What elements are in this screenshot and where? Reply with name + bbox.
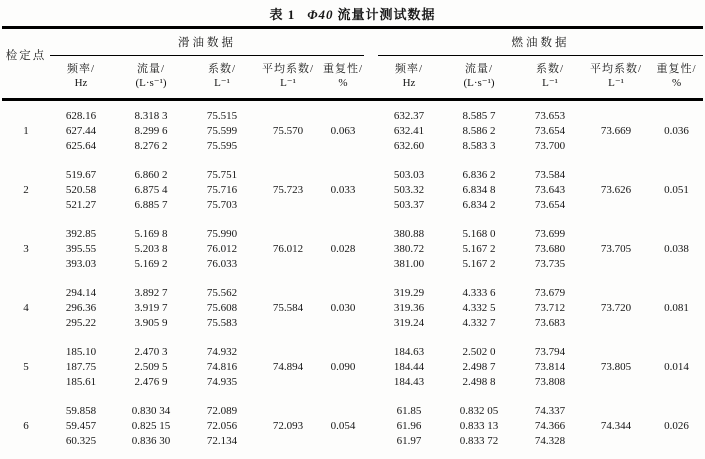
data-row-point3-line1 [2, 213, 703, 242]
verification-point-value: 4 [23, 302, 29, 314]
lube-average-coefficient-value [254, 139, 322, 154]
data-row-point1-line3 [2, 139, 703, 154]
fuel-frequency-value: 319.24 [393, 317, 425, 329]
fuel-average-coefficient-value [582, 316, 650, 331]
lube-coefficient-value: 75.608 [206, 302, 238, 314]
verification-point-value [2, 139, 50, 154]
fuel-flow-header: 流量/ [465, 63, 494, 75]
flow-meter-test-data-table [2, 26, 703, 459]
lube-repeatability-value: 0.090 [330, 361, 356, 373]
column-gap [364, 331, 378, 360]
fuel-repeatability-value [650, 139, 703, 154]
fuel-frequency-value: 503.03 [393, 169, 425, 181]
lube-average-coefficient-value: 75.584 [272, 302, 304, 314]
lube-flow-header: 流量/ [136, 63, 166, 75]
lube-frequency-value: 520.58 [65, 184, 97, 196]
fuel-coefficient-value: 73.654 [534, 125, 566, 137]
lube-flow-value: 8.318 3 [134, 110, 168, 122]
data-row-point3-line3 [2, 257, 703, 272]
column-gap [364, 390, 378, 419]
fuel-average-coefficient-value: 73.805 [600, 361, 632, 373]
fuel-average-coefficient-value [582, 331, 650, 360]
fuel-average-coefficient-unit: L⁻¹ [582, 76, 650, 100]
lube-coefficient-value: 75.990 [206, 228, 238, 240]
lube-average-coefficient-value [254, 272, 322, 301]
column-gap [364, 242, 378, 257]
fuel-frequency-value: 61.97 [396, 435, 422, 447]
lube-frequency-value: 627.44 [65, 125, 97, 137]
fuel-coefficient-value: 73.679 [534, 287, 566, 299]
lube-average-coefficient-value [254, 331, 322, 360]
fuel-coefficient-value: 73.584 [534, 169, 566, 181]
fuel-coefficient-value: 73.808 [534, 376, 566, 388]
lube-frequency-value: 59.858 [65, 405, 97, 417]
lube-coefficient-value: 75.599 [206, 125, 238, 137]
column-gap [364, 124, 378, 139]
lube-frequency-value: 393.03 [65, 258, 97, 270]
column-gap [364, 434, 378, 459]
lube-repeatability-value [322, 434, 364, 459]
lube-coefficient-value: 74.816 [206, 361, 238, 373]
fuel-average-coefficient-value [582, 154, 650, 183]
fuel-average-coefficient-value [582, 213, 650, 242]
fuel-coefficient-header: 系数/ [536, 63, 565, 75]
column-gap [364, 139, 378, 154]
fuel-coefficient-value: 73.794 [534, 346, 566, 358]
verification-point-value [2, 154, 50, 183]
lube-frequency-value: 395.55 [65, 243, 97, 255]
fuel-coefficient-value: 73.683 [534, 317, 566, 329]
lube-flow-value: 3.919 7 [134, 302, 168, 314]
fuel-frequency-value: 632.41 [393, 125, 425, 137]
fuel-repeatability-value: 0.051 [664, 184, 689, 196]
group-header-row [2, 28, 703, 56]
fuel-flow-value: 8.583 3 [462, 140, 496, 152]
fuel-coefficient-value: 74.328 [534, 435, 566, 447]
fuel-flow-value: 5.167 2 [462, 243, 496, 255]
column-gap [364, 360, 378, 375]
lube-repeatability-value: 0.028 [330, 243, 356, 255]
column-gap [364, 28, 378, 100]
lube-average-coefficient-value: 76.012 [272, 243, 304, 255]
lube-repeatability-value [322, 257, 364, 272]
verification-point-value [2, 375, 50, 390]
fuel-repeatability-value [650, 100, 703, 125]
lube-repeatability-value: 0.063 [330, 125, 356, 137]
lube-flow-value: 8.276 2 [134, 140, 168, 152]
lube-repeatability-value [322, 331, 364, 360]
lube-frequency-value: 296.36 [65, 302, 97, 314]
fuel-average-coefficient-value [582, 100, 650, 125]
lube-flow-value: 2.470 3 [134, 346, 168, 358]
lube-average-coefficient-unit: L⁻¹ [254, 76, 322, 100]
lube-flow-value: 6.875 4 [134, 184, 168, 196]
lube-frequency-unit: Hz [50, 76, 112, 100]
lube-flow-value: 2.476 9 [134, 376, 168, 388]
lube-average-coefficient-value [254, 257, 322, 272]
fuel-frequency-value: 503.37 [393, 199, 425, 211]
column-gap [364, 257, 378, 272]
verification-point-value [2, 257, 50, 272]
fuel-average-coefficient-value [582, 272, 650, 301]
lube-frequency-value: 392.85 [65, 228, 97, 240]
lube-flow-value: 2.509 5 [134, 361, 168, 373]
fuel-repeatability-value [650, 257, 703, 272]
verification-point-value: 3 [23, 243, 29, 255]
fuel-average-coefficient-value: 73.705 [600, 243, 632, 255]
lube-flow-value: 0.825 15 [131, 420, 171, 432]
lube-coefficient-value: 75.751 [206, 169, 238, 181]
lube-repeatability-value [322, 316, 364, 331]
lube-coefficient-value: 76.012 [206, 243, 238, 255]
lube-coefficient-header: 系数/ [207, 63, 237, 75]
fuel-average-coefficient-value: 74.344 [600, 420, 632, 432]
fuel-flow-value: 0.833 13 [459, 420, 499, 432]
lube-average-coefficient-value: 74.894 [272, 361, 304, 373]
fuel-flow-value: 0.833 72 [459, 435, 499, 447]
lube-frequency-value: 60.325 [65, 435, 97, 447]
fuel-flow-value: 0.832 05 [459, 405, 499, 417]
verification-point-value: 1 [23, 125, 29, 137]
lube-coefficient-unit: L⁻¹ [190, 76, 254, 100]
lube-coefficient-value: 75.515 [206, 110, 238, 122]
lube-flow-unit: (L·s⁻¹) [112, 76, 190, 100]
lube-repeatability-value [322, 198, 364, 213]
fuel-average-coefficient-value: 73.669 [600, 125, 632, 137]
lube-repeatability-value [322, 213, 364, 242]
fuel-frequency-value: 503.32 [393, 184, 425, 196]
verification-point-value: 5 [23, 361, 29, 373]
fuel-average-coefficient-value: 73.626 [600, 184, 632, 196]
fuel-coefficient-value: 73.699 [534, 228, 566, 240]
fuel-coefficient-value: 73.814 [534, 361, 566, 373]
fuel-coefficient-value: 73.735 [534, 258, 566, 270]
fuel-repeatability-value: 0.014 [664, 361, 689, 373]
lube-repeatability-unit: % [322, 76, 364, 100]
data-row-point6-line3 [2, 434, 703, 459]
table-caption [0, 0, 705, 26]
lube-repeatability-value [322, 100, 364, 125]
column-gap [364, 419, 378, 434]
lube-repeatability-value [322, 375, 364, 390]
lube-frequency-value: 628.16 [65, 110, 97, 122]
fuel-flow-value: 4.333 6 [462, 287, 496, 299]
verification-point-value: 2 [23, 184, 29, 196]
fuel-coefficient-unit: L⁻¹ [518, 76, 582, 100]
column-gap [364, 375, 378, 390]
fuel-repeatability-value [650, 331, 703, 360]
table-caption-model: Φ40 [307, 7, 334, 22]
fuel-frequency-value: 184.63 [393, 346, 425, 358]
lube-flow-value: 0.836 30 [131, 435, 171, 447]
fuel-repeatability-value [650, 213, 703, 242]
fuel-flow-value: 5.167 2 [462, 258, 496, 270]
fuel-repeatability-value: 0.026 [664, 420, 689, 432]
lube-average-coefficient-value [254, 434, 322, 459]
lube-frequency-value: 519.67 [65, 169, 97, 181]
verification-point-value [2, 213, 50, 242]
lube-flow-value: 5.169 8 [134, 228, 168, 240]
fuel-flow-value: 2.498 8 [462, 376, 496, 388]
data-row-point6-line2 [2, 419, 703, 434]
lube-frequency-value: 295.22 [65, 317, 97, 329]
lube-average-coefficient-value [254, 390, 322, 419]
lube-coefficient-value: 72.056 [206, 420, 238, 432]
fuel-coefficient-value: 74.337 [534, 405, 566, 417]
lube-repeatability-value: 0.033 [330, 184, 356, 196]
verification-point-value [2, 390, 50, 419]
lube-flow-value: 5.203 8 [134, 243, 168, 255]
data-row-point1-line2 [2, 124, 703, 139]
fuel-repeatability-unit: % [650, 76, 703, 100]
fuel-average-coefficient-value [582, 390, 650, 419]
fuel-frequency-value: 61.85 [396, 405, 422, 417]
lube-flow-value: 8.299 6 [134, 125, 168, 137]
fuel-frequency-value: 380.88 [393, 228, 425, 240]
data-row-point1-line1 [2, 100, 703, 125]
fuel-repeatability-value: 0.081 [664, 302, 689, 314]
column-unit-row [2, 76, 703, 100]
lube-coefficient-value: 72.089 [206, 405, 238, 417]
fuel-repeatability-value [650, 154, 703, 183]
fuel-flow-value: 4.332 5 [462, 302, 496, 314]
verification-point-value [2, 198, 50, 213]
fuel-average-coefficient-value [582, 257, 650, 272]
lube-frequency-value: 185.61 [65, 376, 97, 388]
fuel-repeatability-value [650, 198, 703, 213]
lube-flow-value: 3.892 7 [134, 287, 168, 299]
verification-point-value [2, 272, 50, 301]
data-row-point4-line1 [2, 272, 703, 301]
lube-average-coefficient-value: 75.723 [272, 184, 304, 196]
lube-coefficient-value: 75.595 [206, 140, 238, 152]
fuel-repeatability-value [650, 390, 703, 419]
lube-flow-value: 5.169 2 [134, 258, 168, 270]
column-label-row [2, 56, 703, 77]
column-gap [364, 272, 378, 301]
data-row-point6-line1 [2, 390, 703, 419]
lube-average-coefficient-value [254, 316, 322, 331]
fuel-repeatability-value [650, 434, 703, 459]
fuel-flow-value: 6.834 8 [462, 184, 496, 196]
lube-flow-value: 6.885 7 [134, 199, 168, 211]
fuel-flow-value: 8.585 7 [462, 110, 496, 122]
lube-coefficient-value: 72.134 [206, 435, 238, 447]
lube-average-coefficient-value [254, 375, 322, 390]
table-body [2, 100, 703, 459]
lube-average-coefficient-value [254, 100, 322, 125]
lube-repeatability-value [322, 154, 364, 183]
fuel-flow-value: 4.332 7 [462, 317, 496, 329]
fuel-coefficient-value: 73.643 [534, 184, 566, 196]
fuel-frequency-header: 频率/ [395, 63, 424, 75]
row-header-verification-point: 检定点 [2, 28, 50, 100]
lube-repeatability-header: 重复性/ [322, 63, 364, 75]
data-row-point2-line1 [2, 154, 703, 183]
data-row-point5-line1 [2, 331, 703, 360]
fuel-frequency-value: 319.29 [393, 287, 425, 299]
lube-coefficient-value: 74.935 [206, 376, 238, 388]
fuel-flow-value: 5.168 0 [462, 228, 496, 240]
lube-average-coefficient-value [254, 213, 322, 242]
fuel-average-coefficient-value [582, 375, 650, 390]
lube-coefficient-value: 75.716 [206, 184, 238, 196]
group-header-lube-oil: 滑油数据 [50, 28, 364, 56]
fuel-coefficient-value: 73.654 [534, 199, 566, 211]
data-row-point2-line3 [2, 198, 703, 213]
fuel-coefficient-value: 73.712 [534, 302, 566, 314]
data-row-point4-line3 [2, 316, 703, 331]
lube-frequency-value: 625.64 [65, 140, 97, 152]
column-gap [364, 154, 378, 183]
fuel-repeatability-value: 0.038 [664, 243, 689, 255]
fuel-flow-value: 2.502 0 [462, 346, 496, 358]
column-gap [364, 100, 378, 125]
fuel-frequency-value: 319.36 [393, 302, 425, 314]
lube-repeatability-value [322, 390, 364, 419]
lube-coefficient-value: 75.703 [206, 199, 238, 211]
lube-frequency-value: 59.457 [65, 420, 97, 432]
fuel-repeatability-value: 0.036 [664, 125, 689, 137]
lube-repeatability-value: 0.030 [330, 302, 356, 314]
data-row-point5-line3 [2, 375, 703, 390]
lube-coefficient-value: 75.562 [206, 287, 238, 299]
fuel-average-coefficient-value [582, 139, 650, 154]
table-caption-text: 流量计测试数据 [337, 7, 436, 22]
verification-point-value [2, 331, 50, 360]
verification-point-value [2, 316, 50, 331]
fuel-average-coefficient-value: 73.720 [600, 302, 632, 314]
data-row-point2-line2 [2, 183, 703, 198]
verification-point-value: 6 [23, 420, 29, 432]
fuel-frequency-value: 381.00 [393, 258, 425, 270]
column-gap [364, 183, 378, 198]
lube-average-coefficient-value: 72.093 [272, 420, 304, 432]
lube-flow-value: 6.860 2 [134, 169, 168, 181]
fuel-frequency-value: 632.37 [393, 110, 425, 122]
data-row-point3-line2 [2, 242, 703, 257]
lube-flow-value: 0.830 34 [131, 405, 171, 417]
fuel-average-coefficient-value [582, 198, 650, 213]
lube-coefficient-value: 75.583 [206, 317, 238, 329]
fuel-frequency-value: 184.44 [393, 361, 425, 373]
fuel-repeatability-header: 重复性/ [656, 63, 697, 75]
lube-flow-value: 3.905 9 [134, 317, 168, 329]
column-gap [364, 316, 378, 331]
fuel-frequency-unit: Hz [378, 76, 440, 100]
lube-frequency-value: 521.27 [65, 199, 97, 211]
lube-coefficient-value: 74.932 [206, 346, 238, 358]
lube-average-coefficient-header: 平均系数/ [261, 63, 315, 75]
fuel-repeatability-value [650, 272, 703, 301]
fuel-coefficient-value: 73.700 [534, 140, 566, 152]
data-row-point4-line2 [2, 301, 703, 316]
fuel-average-coefficient-value [582, 434, 650, 459]
lube-frequency-value: 294.14 [65, 287, 97, 299]
lube-repeatability-value [322, 139, 364, 154]
fuel-average-coefficient-header: 平均系数/ [590, 63, 643, 75]
fuel-coefficient-value: 73.653 [534, 110, 566, 122]
fuel-coefficient-value: 73.680 [534, 243, 566, 255]
column-gap [364, 213, 378, 242]
group-header-fuel-oil: 燃油数据 [378, 28, 703, 56]
lube-average-coefficient-value [254, 198, 322, 213]
lube-frequency-value: 185.10 [65, 346, 97, 358]
lube-repeatability-value: 0.054 [330, 420, 356, 432]
fuel-frequency-value: 380.72 [393, 243, 425, 255]
fuel-frequency-value: 632.60 [393, 140, 425, 152]
fuel-flow-value: 2.498 7 [462, 361, 496, 373]
lube-frequency-header: 频率/ [66, 63, 96, 75]
fuel-coefficient-value: 74.366 [534, 420, 566, 432]
fuel-frequency-value: 184.43 [393, 376, 425, 388]
lube-average-coefficient-value: 75.570 [272, 125, 304, 137]
verification-point-value [2, 100, 50, 125]
fuel-frequency-value: 61.96 [396, 420, 422, 432]
lube-average-coefficient-value [254, 154, 322, 183]
verification-point-value [2, 434, 50, 459]
fuel-flow-unit: (L·s⁻¹) [440, 76, 518, 100]
column-gap [364, 301, 378, 316]
table-caption-number: 表 1 [269, 7, 296, 22]
lube-repeatability-value [322, 272, 364, 301]
fuel-repeatability-value [650, 316, 703, 331]
lube-coefficient-value: 76.033 [206, 258, 238, 270]
fuel-flow-value: 8.586 2 [462, 125, 496, 137]
fuel-repeatability-value [650, 375, 703, 390]
lube-frequency-value: 187.75 [65, 361, 97, 373]
fuel-flow-value: 6.836 2 [462, 169, 496, 181]
column-gap [364, 198, 378, 213]
fuel-flow-value: 6.834 2 [462, 199, 496, 211]
data-row-point5-line2 [2, 360, 703, 375]
